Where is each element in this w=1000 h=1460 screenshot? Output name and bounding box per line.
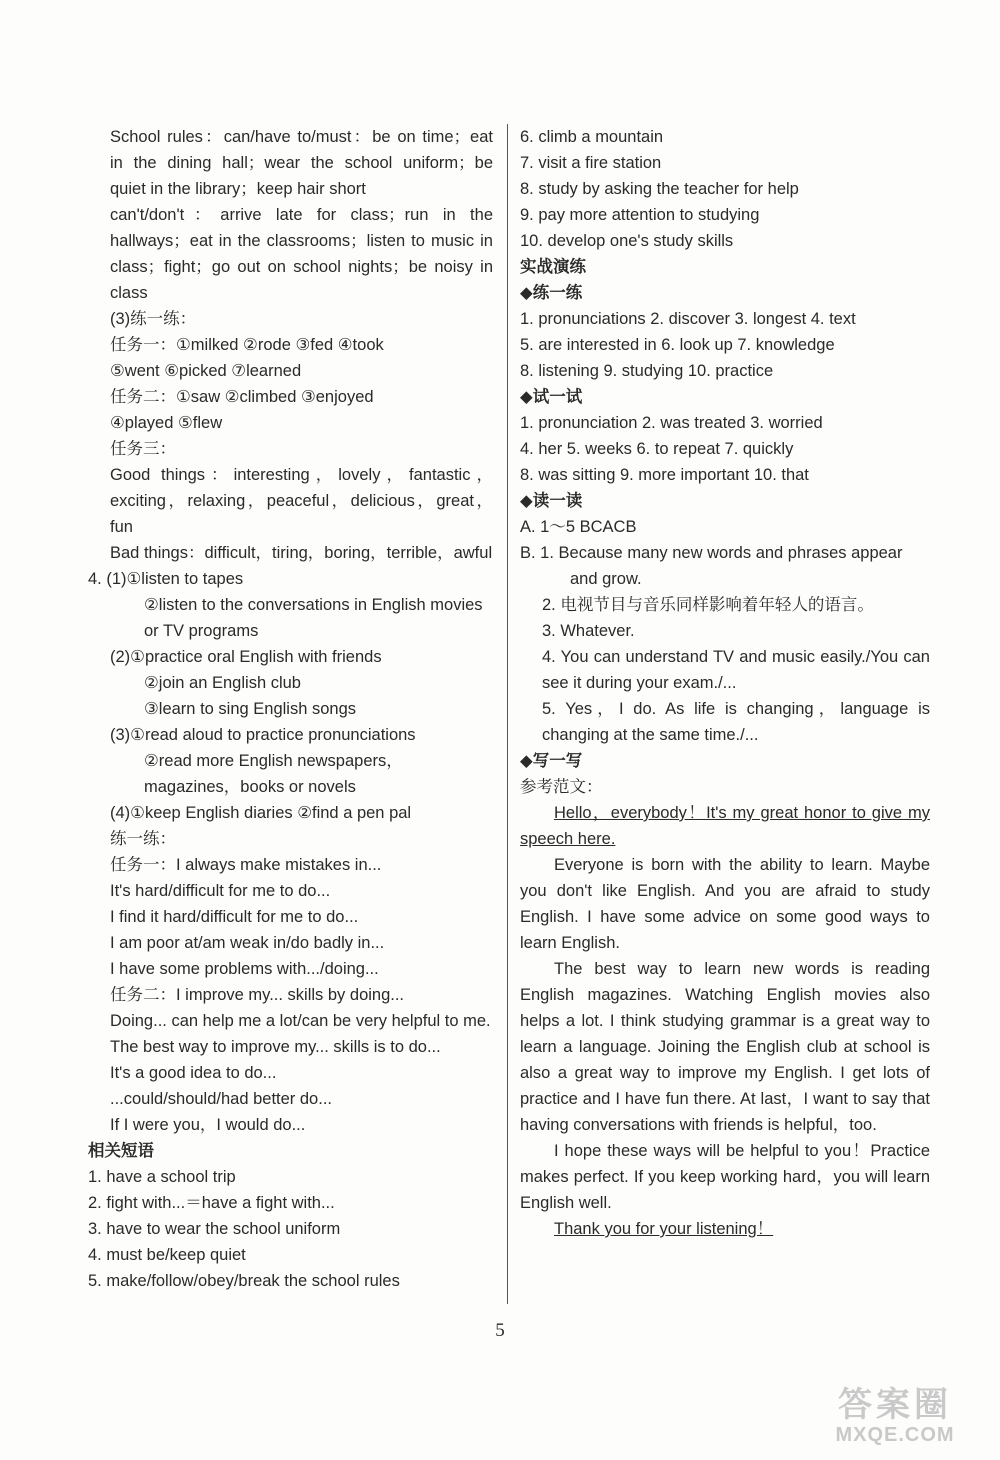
school-rules-cant: can't/don't：arrive late for class；run in the hallways；eat in the classrooms；listen to music in class；fight；go out on school nights；be noisy in class xyxy=(110,206,493,302)
practice-answer-line: 8. listening 9. studying 10. practice xyxy=(520,362,774,380)
column-divider xyxy=(507,124,508,1304)
watermark-logo: 答案圈 xyxy=(838,1386,952,1424)
phrases-heading: 相关短语 xyxy=(88,1142,154,1160)
q4-3-a: (3)①read aloud to practice pronunciations xyxy=(110,726,416,744)
task2-line-b: ④played ⑤flew xyxy=(110,414,223,432)
task2-sentence-5: ...could/should/had better do... xyxy=(110,1090,332,1108)
essay-opening-text: Hello，everybody！It's my great honor to give my speech here. xyxy=(520,804,930,848)
try-section-heading: ◆试一试 xyxy=(520,388,583,406)
task3-heading: 任务三： xyxy=(110,440,176,458)
essay-closing-text: Thank you for your listening！ xyxy=(554,1220,774,1238)
task2-sentence-4: It's a good idea to do... xyxy=(110,1064,277,1082)
essay-paragraph-3: I hope these ways will be helpful to you！Practice makes perfect. If you keep working hard，you will learn English well. xyxy=(520,1142,930,1212)
left-column xyxy=(88,124,493,1294)
read-b5: 5. Yes，I do. As life is changing，language is changing at the same time./... xyxy=(542,700,930,744)
essay-closing xyxy=(520,1216,930,1242)
q4-2-c: ③learn to sing English songs xyxy=(144,700,356,718)
essay-opening xyxy=(520,800,930,852)
q4-2-a: (2)①practice oral English with friends xyxy=(110,648,382,666)
good-things: Good things：interesting，lovely，fantastic，exciting，relaxing，peaceful，delicious，great，fun xyxy=(110,466,493,536)
watermark xyxy=(810,1386,980,1446)
task1-sentence-2: It's hard/difficult for me to do... xyxy=(110,882,331,900)
phrase-item: 4. must be/keep quiet xyxy=(88,1246,246,1264)
phrase-item: 1. have a school trip xyxy=(88,1168,236,1186)
q4-1-b: ②listen to the conversations in English movies or TV programs xyxy=(144,596,483,640)
task2-sentence-6: If I were you，I would do... xyxy=(110,1116,306,1134)
try-answer-line: 1. pronunciation 2. was treated 3. worried xyxy=(520,414,823,432)
read-b3: 3. Whatever. xyxy=(542,622,635,640)
watermark-url: MXQE.COM xyxy=(835,1424,955,1446)
read-b1-line-a: B. 1. Because many new words and phrases appear xyxy=(520,544,903,562)
phrase-item: 9. pay more attention to studying xyxy=(520,206,760,224)
phrase-item: 2. fight with...＝have a fight with... xyxy=(88,1194,335,1212)
task1-line-b: ⑤went ⑥picked ⑦learned xyxy=(110,362,302,380)
practice-section-heading: ◆练一练 xyxy=(520,284,583,302)
task2-line-a: 任务二：①saw ②climbed ③enjoyed xyxy=(110,388,374,406)
task2-sentence-2: Doing... can help me a lot/can be very helpful to me. xyxy=(110,1012,491,1030)
task2-sentence-3: The best way to improve my... skills is to do... xyxy=(110,1038,441,1056)
task1-sentence-4: I am poor at/am weak in/do badly in... xyxy=(110,934,385,952)
phrase-item: 5. make/follow/obey/break the school rules xyxy=(88,1272,400,1290)
phrase-item: 3. have to wear the school uniform xyxy=(88,1220,341,1238)
phrase-item: 6. climb a mountain xyxy=(520,128,664,146)
page-number: 5 xyxy=(495,1320,505,1341)
task1-sentence-5: I have some problems with.../doing... xyxy=(110,960,379,978)
phrase-item: 10. develop one's study skills xyxy=(520,232,734,250)
practice-answer-line: 1. pronunciations 2. discover 3. longest 4. text xyxy=(520,310,856,328)
phrase-item: 8. study by asking the teacher for help xyxy=(520,180,799,198)
essay-paragraph-1: Everyone is born with the ability to learn. Maybe you don't like English. And you are afraid to study English. I have some advice on some good ways to learn English. xyxy=(520,856,930,952)
school-rules-must: School rules：can/have to/must：be on time；eat in the dining hall；wear the school uniform；be quiet in the library；keep hair short xyxy=(110,128,493,198)
practice-heading: 练一练： xyxy=(110,830,176,848)
task1-sentence-3: I find it hard/difficult for me to do... xyxy=(110,908,359,926)
sample-essay-label: 参考范文： xyxy=(520,778,603,796)
write-section-heading: ◆写一写 xyxy=(520,752,583,770)
read-b2: 2. 电视节目与音乐同样影响着年轻人的语言。 xyxy=(542,596,874,614)
task1-line-a: 任务一：①milked ②rode ③fed ④took xyxy=(110,336,384,354)
q4-1-a: 4. (1)①listen to tapes xyxy=(88,570,244,588)
phrase-item: 7. visit a fire station xyxy=(520,154,662,172)
try-answer-line: 8. was sitting 9. more important 10. that xyxy=(520,466,809,484)
q4-4: (4)①keep English diaries ②find a pen pal xyxy=(110,804,412,822)
practice-answer-line: 5. are interested in 6. look up 7. knowledge xyxy=(520,336,835,354)
practice-3-heading: (3)练一练： xyxy=(110,310,197,328)
try-answer-line: 4. her 5. weeks 6. to repeat 7. quickly xyxy=(520,440,794,458)
bad-things: Bad things：difficult，tiring，boring，terrible，awful xyxy=(110,544,493,562)
right-column xyxy=(520,124,930,1242)
q4-3-b: ②read more English newspapers，magazines，books or novels xyxy=(144,752,403,796)
task2-sentence-1: 任务二：I improve my... skills by doing... xyxy=(110,986,405,1004)
q4-2-b: ②join an English club xyxy=(144,674,301,692)
read-a-answers: A. 1～5 BCACB xyxy=(520,518,637,536)
task1-sentence-1: 任务一：I always make mistakes in... xyxy=(110,856,382,874)
read-section-heading: ◆读一读 xyxy=(520,492,583,510)
essay-paragraph-2: The best way to learn new words is reading English magazines. Watching English movies also helps a lot. I think studying grammar is a great way to learn a language. Joining the English club at school is also a great way to improve my English. I get lots of practice and I have fun there. At last，I want to say that having conversations with friends is helpful，too. xyxy=(520,960,930,1134)
read-b4: 4. You can understand TV and music easily./You can see it during your exam./... xyxy=(542,648,930,692)
read-b1-line-b: and grow. xyxy=(570,570,642,588)
exercises-heading: 实战演练 xyxy=(520,258,586,276)
